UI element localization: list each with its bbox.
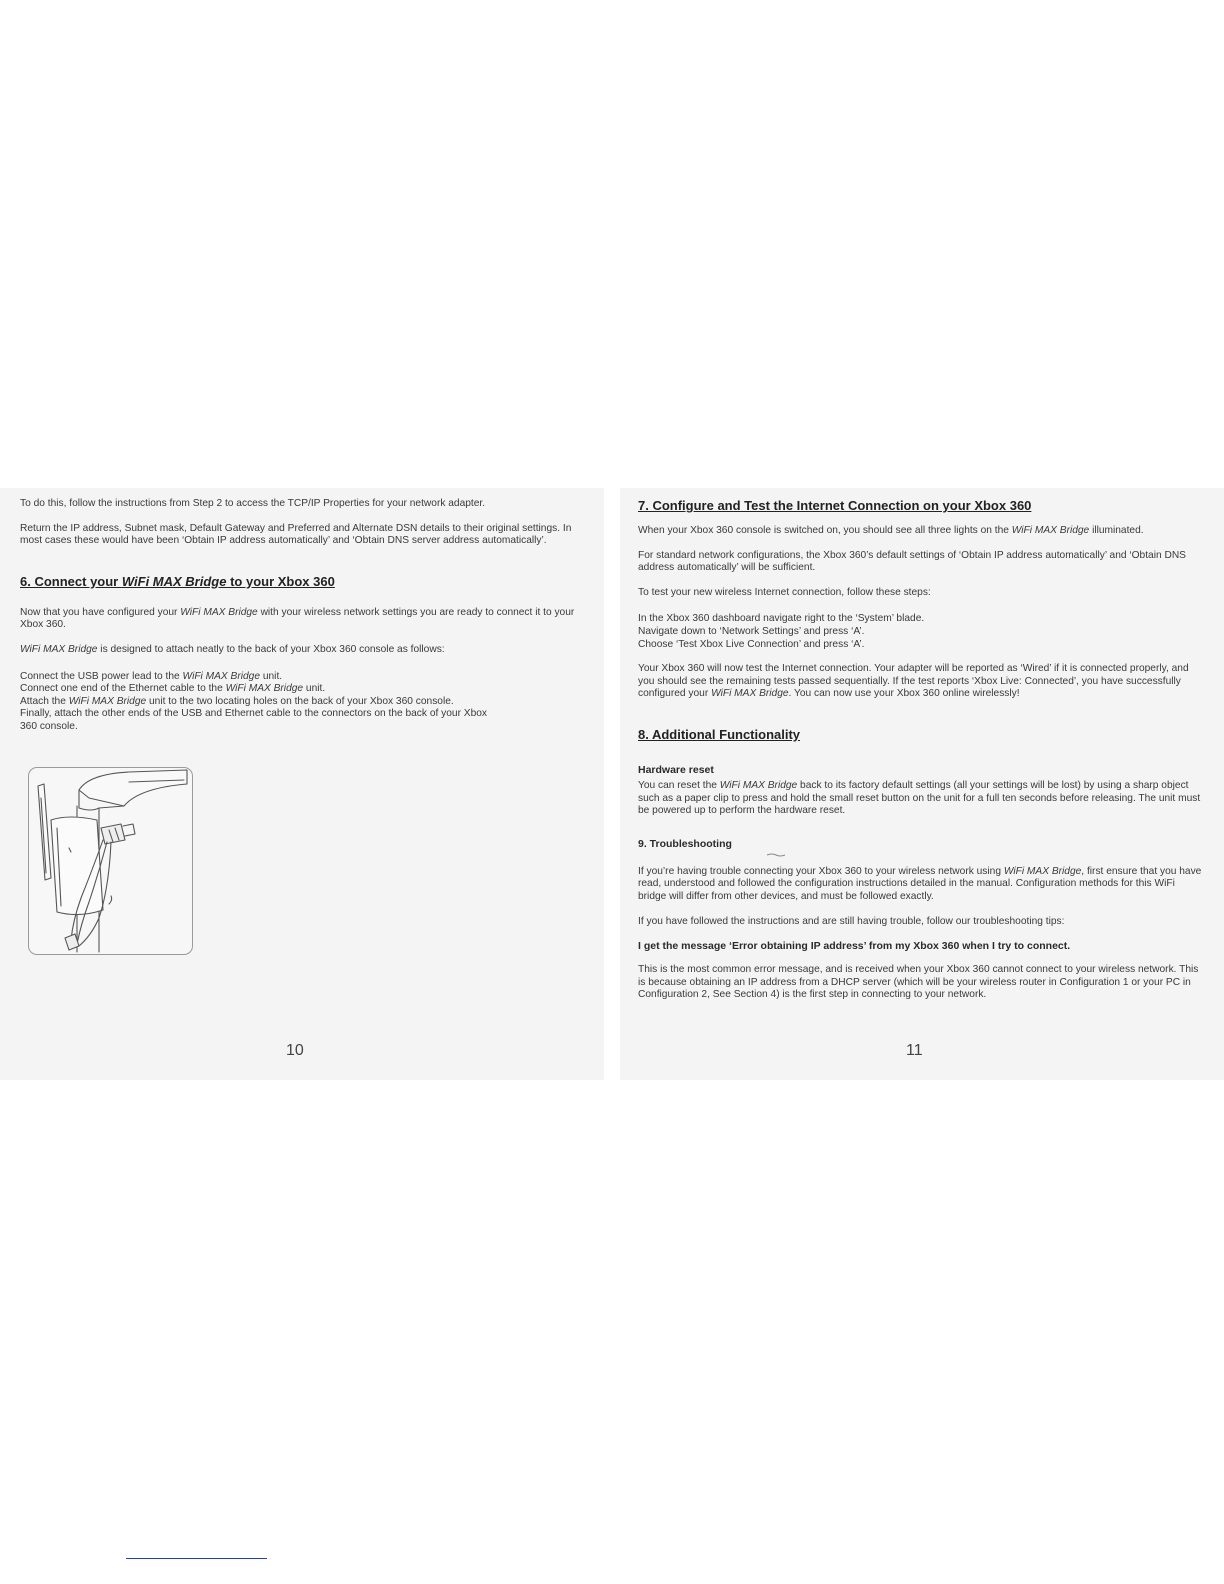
switched-on-paragraph: When your Xbox 360 console is switched on, you should see all three lights on the WiFi MAX Bridge illuminated. (638, 525, 1144, 536)
error-explanation-paragraph: This is the most common error message, and is received when your Xbox 360 cannot connect to your wireless network. This is because obtaining an IP address from a DHCP server (which will be your wireless router in Configuration 1 or your PC in Configuration 2, See Section 4) is the first step in connecting to your network. (638, 964, 1199, 1001)
intro-paragraph: To do this, follow the instructions from Step 2 to access the TCP/IP Properties for your network adapter. (20, 498, 486, 509)
list-item: Connect the USB power lead to the WiFi MAX Bridge unit. (20, 670, 283, 682)
section-6-product: WiFi MAX Bridge (121, 573, 227, 589)
error-ip-heading: I get the message ‘Error obtaining IP address’ from my Xbox 360 when I try to connect. (638, 940, 1071, 953)
test-steps-list (638, 613, 1204, 651)
trouble-paragraph: If you’re having trouble connecting your Xbox 360 to your wireless network using WiFi MAX Bridge, first ensure that you have read, understood and followed the configuration instructions detailed in the manual. Configuration methods for this WiFi bridge will differ from other devices, and must be followed exactly. (638, 865, 1202, 902)
section-6-heading (20, 574, 582, 589)
hardware-reset-heading: Hardware reset (638, 763, 714, 776)
test-intro-paragraph: To test your new wireless Internet connection, follow these steps: (638, 586, 931, 598)
manual-page-right (620, 488, 1224, 1080)
list-item: In the Xbox 360 dashboard navigate right to the ‘System’ blade. (638, 613, 925, 625)
configured-paragraph: Now that you have configured your WiFi MAX Bridge with your wireless network settings you are ready to connect it to your Xbox 360. (20, 606, 575, 631)
section-8-heading: 8. Additional Functionality (638, 726, 801, 742)
return-settings-paragraph: Return the IP address, Subnet mask, Default Gateway and Preferred and Alternate DSN details to their original settings. In most cases these would have been ‘Obtain IP address automatically’ and ‘Obtain DNS server address automatically’. (20, 522, 572, 547)
page-number-11: 11 (906, 1042, 923, 1059)
scratch-mark-icon (766, 852, 786, 858)
test-result-paragraph: Your Xbox 360 will now test the Internet connection. Your adapter will be reported as ‘Wired’ if it is connected properly, and you should see the remaining tests passed sequentially. If the test reports ‘Xbox Live: Connected’, you have successfully configured your WiFi MAX Bridge. You can now use your Xbox 360 online wirelessly! (638, 663, 1189, 700)
section-7-heading: 7. Configure and Test the Internet Connection on your Xbox 360 (638, 498, 1032, 513)
followed-instructions-paragraph: If you have followed the instructions and are still having trouble, follow our troubleshooting tips: (638, 915, 1065, 927)
troubleshooting-heading: 9. Troubleshooting (638, 837, 732, 850)
list-item: Choose ‘Test Xbox Live Connection’ and press ‘A’. (638, 638, 865, 650)
steps-list (20, 671, 582, 734)
list-item: Finally, attach the other ends of the USB and Ethernet cable to the connectors on the back of your Xbox 360 console. (20, 708, 488, 732)
reset-paragraph: You can reset the WiFi MAX Bridge back to its factory default settings (all your settings will be lost) by using a sharp object such as a paper clip to press and hold the small reset button on the unit for a full ten seconds before releasing. The unit must be powered up to perform the hardware reset. (638, 779, 1201, 817)
list-item: Connect one end of the Ethernet cable to the WiFi MAX Bridge unit. (20, 683, 326, 695)
standard-config-paragraph: For standard network configurations, the Xbox 360’s default settings of ‘Obtain IP address automatically’ and ‘Obtain DNS address automatically’ will be sufficient. (638, 549, 1186, 574)
list-item: Attach the WiFi MAX Bridge unit to the two locating holes on the back of your Xbox 360 console. (20, 695, 454, 707)
page-number-10: 10 (286, 1042, 304, 1059)
designed-paragraph: WiFi MAX Bridge is designed to attach neatly to the back of your Xbox 360 console as follows: (20, 643, 445, 655)
section-6-prefix: 6. Connect your (20, 573, 122, 589)
section-6-suffix: to your Xbox 360 (226, 573, 335, 589)
manual-page-left (0, 488, 604, 1080)
bridge-attached-to-console-image (29, 768, 192, 954)
list-item: Navigate down to ‘Network Settings’ and press ‘A’. (638, 625, 865, 637)
footer-link-underline (126, 1558, 267, 1559)
bridge-attachment-illustration (28, 767, 193, 955)
